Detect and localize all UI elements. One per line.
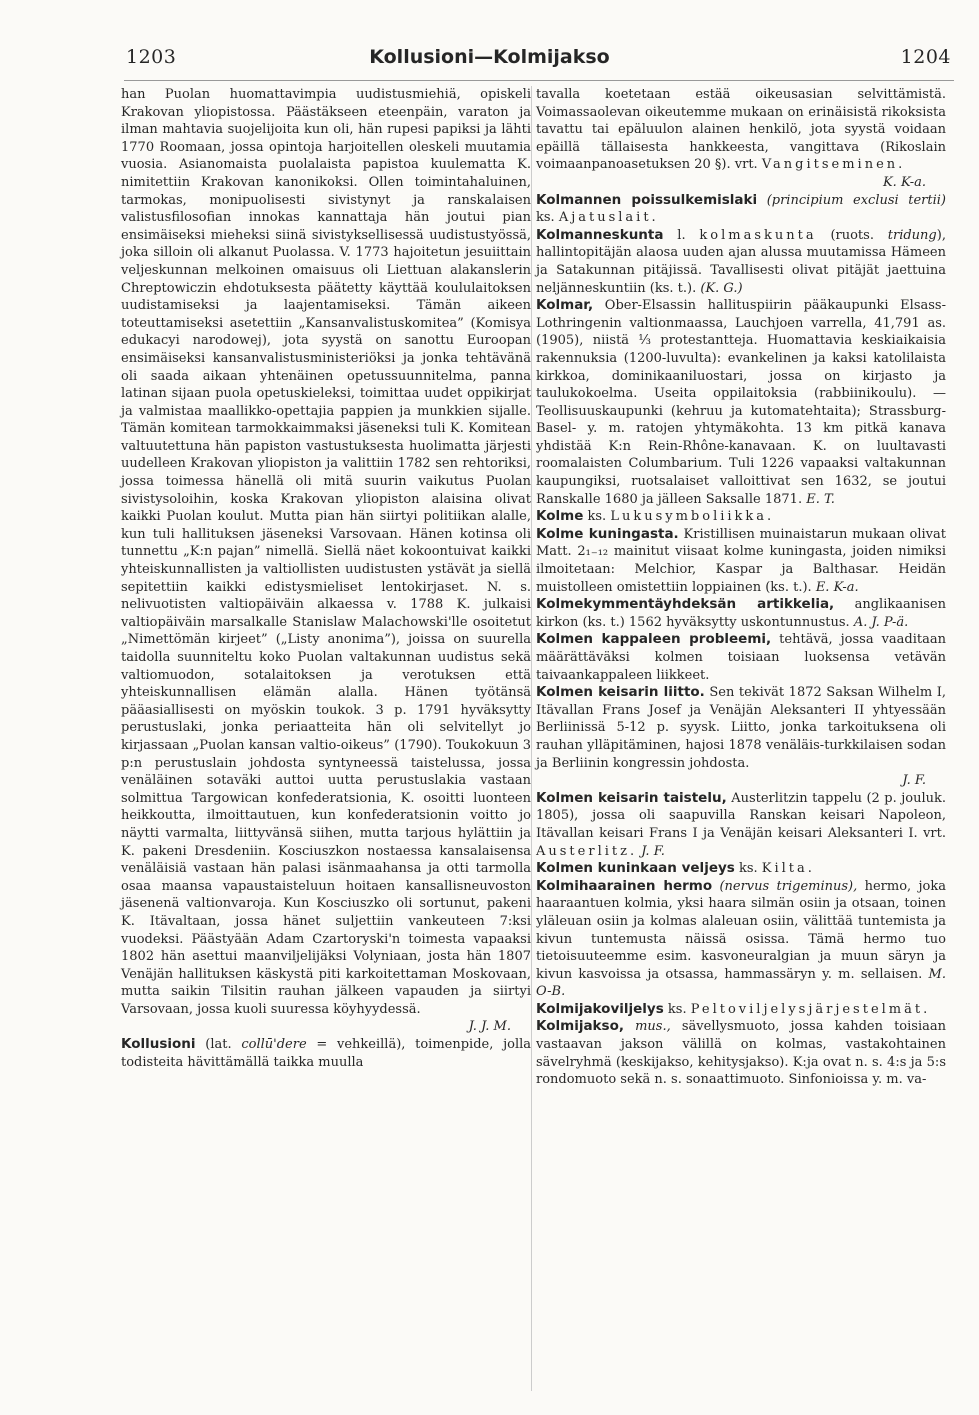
headword: Kolmijakoviljelys (536, 1000, 664, 1017)
entry-kolmijakso (536, 1018, 946, 1088)
entry-text: tavalla koetetaan estää oikeusasian selvittämistä. Voimassaolevan oikeutemme mukaan on erinäisistä rikoksista tavattu tai epäluulon alainen henkilö, jota syystä voidaan epäillä tällaisesta hankkeesta, vangittava (Rikoslain voimaanpanoasetuksen 20 §). vrt. (536, 87, 946, 173)
headword: Kolmannen poissulkemislaki (536, 191, 758, 208)
article-body: han Puolan huomattavimpia uudistusmiehiä, opiskeli Krakovan yliopistossa. Päästäkseen eteenpäin, varaton ja ilman mahtavia suojelijoita kun oli, hän rupesi papiksi ja lähti 1770 Roomaan, jossa opintoja harjoitellen oleskeli muutamia vuosia. Asianomaista puolalaista papistoa kuulematta K. nimitettiin Krakovan kanonikoksi. Ollen toimintahaluinen, tarmokas, monipuolisesti sivistynyt ja ranskalaisen valistusfilosofian innokas kannattaja hän joutui pian ensimäiseksi mieheksi siinä sivistyksellisessä uudistustyössä, joka silloin oli alkanut Puolassa. V. 1773 hajoitetun jesuiittain veljeskunnan melkoinen omaisuus oli Liettuan alakanslerin Chreptowiczin ehdotuksesta päätetty käyttää koululaitoksen uudistamiseksi ja laajentamiseksi. Tämän aikeen toteuttamiseksi asetettiin „Kansanvalistuskomitea” (Komisya edukacyi narodowej), jota syystä on sanottu Euroopan ensimäiseksi kansanvalistusministeriöksi ja jonka tehtävänä oli saada aikaan yhtenäinen opetussuunnitelma, panna latinan sijaan puola opetuskieleksi, toimittaa uudet oppikirjat ja valmistaa maallikko-opettajia pappien ja munkkien sijalle. Tämän komitean tarmokkaimmaksi jäseneksi tuli K. Komitean valtuutettuna hän papiston vastustuksesta huolimatta järjesti uudelleen Krakovan yliopiston ja valittiin 1782 sen rehtoriksi, jossa toimessa hänellä oli mitä suurin vaikutus Puolan sivistysoloihin, koska Krakovan yliopiston alaisina olivat kaikki Puolan koulut. Mutta pian hän siirtyi politiikan alalle, kun tuli hallituksen jäseneksi Varsovaan. Hänen kotinsa oli tunnettu „K:n pajan” nimellä. Siellä näet kokoontuivat kaikki yhteiskunnallisten ja valtiollisten uudistusten ystävät ja siellä sepitettiin kaikki edistysmieliset lentokirjaset. N. s. nelivuotisten valtiopäiväin alkaessa v. 1788 K. julkaisi valtiopäiväin marsalkalle Stanislaw Malachowski'lle osoitetut „Nimettömän kirjeet” („Listy anonima”), joissa on suurella taidolla suunniteltu koko Puolan valtakunnan uudistus sekä valtiomuodon, sotalaitoksen ja verotuksen että yhteiskunnallisen elämän alalla. Hänen työtänsä pääasiallisesti on myöskin toukok. 3 p. 1791 hyväksytty perustuslaki, jonka periaatteita hän oli selvitellyt jo kirjassaan „Puolan kansan valtio-oikeus” (1790). Toukokuun 3 p:n perustuslain johdosta syntyneessä taistelussa, jossa venäläinen sotaväki auttoi uutta perustuslakia vastaan solmittua Targowican konfederatsionia, K. osoitti luonteen heikkoutta, ilmoittautuen, kun konfederatsionin voitto jo näytti varmalta, liittyvänsä siihen, mutta tarjous hylättiin ja K. pakeni Dresdeniin. Kosciuszkon nostaessa kansalaisensa venäläisiä vastaan hän palasi isänmaahansa ja otti tarmolla osaa maansa vapaustaisteluun hoitaen kansallisneuvoston jäsenenä valtionvaroja. Kun Kosciuszko oli sortunut, pakeni K. Itävaltaan, jossa hänet suljettiin vankeuteen 7:ksi vuodeksi. Päästyään Adam Czartoryski'n toimesta vapaaksi 1802 hän asettui maanviljelijäksi Volyniaan, josta hän 1807 Venäjän hallituksen käskystä piti karkoitettaman Moskovaan, mutta saikin Tilsitin rauhan jälkeen vapauden ja siirtyi Varsovaan, jossa kuoli suuressa köyhyydessä. (121, 87, 531, 1017)
author-signature: M. O-B. (536, 966, 946, 1000)
entry-text: Austerlitzin tappelu (2 p. jouluk. 1805), jossa oli saapuvilla Ranskan keisari Napoleon, Itävallan keisari Frans I ja Venäjän keisari Aleksanteri I. vrt. (536, 790, 946, 841)
entry-text: (lat. (205, 1037, 232, 1053)
author-signature: J. J. M. (468, 1019, 511, 1035)
entry-text: tehtävä, jossa vaaditaan määrättäväksi kolmen toisiaan luoksensa vetävän taivaankappaleen liikkeet. (536, 632, 946, 683)
headword: Kolmen kuninkaan veljeys (536, 860, 735, 877)
author-signature: J. F. (641, 843, 665, 859)
cross-reference: Austerlitz. (536, 843, 638, 859)
headword: Kolmijakso, (536, 1018, 624, 1035)
entry-kollusioni (121, 1036, 531, 1071)
entry-kolmannen-poissulkemislaki (536, 192, 946, 227)
entry-kolmen-keisarin-taistelu (536, 790, 946, 860)
headword: Kolmen keisarin taistelu, (536, 789, 727, 806)
right-column (536, 86, 946, 1089)
headword: Kolmekymmentäyhdeksän artikkelia, (536, 596, 835, 613)
left-column (121, 86, 531, 1071)
entry-kolmen-keisarin-liitto (536, 684, 946, 772)
entry-text: ks. (738, 861, 758, 877)
author-signature: A. J. P-ä. (853, 614, 909, 630)
author-signature: J. F. (902, 773, 926, 789)
running-title: Kollusioni—Kolmijakso (369, 46, 610, 68)
entry-kolmen-kuninkaan-veljeys (536, 860, 946, 878)
author-signature: E. K-a. (815, 579, 859, 595)
headword: Kolmen keisarin liitto. (536, 684, 705, 701)
entry-text: anglikaanisen kirkon (ks. t.) 1562 hyväksytty uskontunnustus. (536, 597, 946, 630)
entry-text: = vehkeillä), toimenpide, jolla todisteita hävittämällä taikka muulla (121, 1037, 532, 1070)
entry-kolmekymmentayhdeksan-artikkelia (536, 596, 946, 631)
entry-italic: mus., (635, 1019, 671, 1035)
entry-text: l. (677, 227, 686, 243)
right-page-number: 1204 (900, 46, 951, 68)
cross-reference: Lukusymboliikka. (610, 509, 775, 525)
spaced-term: kolmaskunta (699, 227, 817, 243)
entry-kolme-kuningasta (536, 526, 946, 596)
entry-kolmar (536, 297, 946, 508)
entry-text: ks. (587, 509, 607, 525)
headword: Kolmar, (536, 297, 594, 314)
headword: Kolme (536, 508, 584, 525)
entry-text: Kristillisen muinaistarun mukaan olivat Matt. 2₁₋₁₂ mainitut viisaat kolme kuningasta, joiden nimiksi ilmoitetaan: Melchior, Kaspar ja Balthasar. Heidän muistolleen omistettiin loppiainen (ks. t.). (536, 526, 946, 595)
entry-text: hermo, joka haaraantuen kolmia, yksi haara silmän osiin ja otsaan, toinen yläleuan osiin ja kolmas alaleuan osiin, välittää tuntemista ja kivun tuntemusta näissä osissa. Tämä hermo tuo tietoisuuteemme esim. kasvoneuralgian ja muun säryn ja kivun kasvoissa ja otsassa, hammassäryn y. m. sellaisen. (536, 878, 947, 982)
column-divider (531, 86, 532, 1391)
headword: Kollusioni (121, 1036, 196, 1053)
headword: Kolmanneskunta (536, 226, 664, 243)
cross-reference: Ajatuslait. (558, 210, 659, 226)
cross-reference: Kilta. (761, 861, 815, 877)
entry-kolme (536, 508, 946, 526)
entry-italic: tridung (887, 227, 937, 243)
left-page-number: 1203 (126, 46, 177, 68)
entry-italic: collū'dere (241, 1037, 307, 1053)
page-header (0, 46, 979, 76)
entry-italic: (nervus trigeminus), (719, 878, 858, 894)
entry-continuation (536, 86, 946, 174)
entry-kolmen-kappaleen-probleemi (536, 631, 946, 684)
entry-text: Ober-Elsassin hallituspiirin pääkaupunki Elsass-Lothringenin valtionmaassa, Lauchjoen varrella, 41,791 as. (1905), niistä ⅓ protestantteja. Huomattavia keskiaikaisia rakennuksia (1200-luvulta): evankelinen ja kaksi katolilaista kirkkoa, dominikaaniluostari, jossa on kirjasto ja taulukokoelma. Useita oppilaitoksia (rabbiinikoulu). — Teollisuuskaupunki (kehruu ja kutomatehtaita); Strassburg-Basel- y. m. ratojen yhtymäkohta. 13 km pitkä kanava yhdistää K:n Rein-Rhône-kanavaan. K. on luultavasti roomalaisten Columbarium. Tuli 1226 vapaaksi valtakunnan kaupungiksi, ruotsalaiset valloittivat sen 1632, se joutui Ranskalle 1680 ja jälleen Saksalle 1871. (536, 298, 946, 507)
cross-reference: Peltoviljelysjärjestelmät. (690, 1001, 931, 1017)
entry-text: ks. (536, 210, 555, 226)
entry-text: Sen tekivät 1872 Saksan Wilhelm I, Itävallan Frans Josef ja Venäjän Aleksanteri II yhtyessään Berliinissä 5-12 p. syysk. Liitto, jonka tarkoituksena oli rauhan ylläpitäminen, hajosi 1878 venäläis-turkkilaisen sodan ja Berliinin kongressin johdosta. (536, 685, 946, 771)
entry-italic: (principium exclusi tertii) (766, 192, 946, 208)
entry-text: (ruots. (830, 227, 874, 243)
headword: Kolmihaarainen hermo (536, 877, 713, 894)
author-signature: (K. G.) (700, 280, 743, 296)
author-signature: E. T. (806, 491, 835, 507)
headword: Kolmen kappaleen probleemi, (536, 631, 772, 648)
headword: Kolme kuningasta. (536, 525, 679, 542)
entry-kolmanneskunta (536, 227, 946, 297)
cross-reference: Vangitseminen. (761, 157, 906, 173)
entry-kolmijakoviljelys (536, 1001, 946, 1019)
header-rule (124, 80, 954, 81)
author-signature: K. K-a. (882, 174, 926, 190)
entry-kolmihaarainen-hermo (536, 878, 946, 1001)
entry-text: sävellysmuoto, jossa kahden toisiaan vastaavan jakson välillä on kolmas, vastakohtainen sävelryhmä (keskijakso, kehitysjakso). K:ja ovat n. s. 4:s ja 5:s rondomuoto sekä n. s. sonaattimuoto. Sinfonioissa y. m. va- (536, 1019, 946, 1088)
entry-text: ), hallintopitäjän alaosa uuden ajan alussa muutamissa Hämeen ja Satakunnan pitäjissä. Tavallisesti olivat pitäjät jaettuina neljänneskuntiin (ks. t.). (536, 227, 946, 296)
entry-text: ks. (667, 1001, 687, 1017)
